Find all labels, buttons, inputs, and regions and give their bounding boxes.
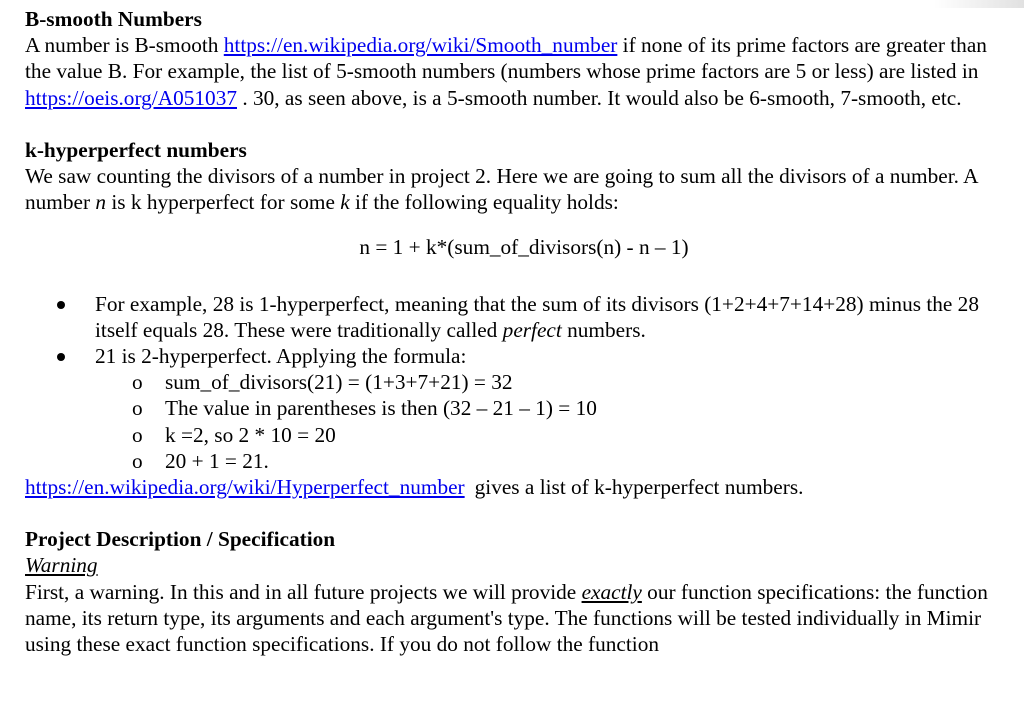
- document-page: [25, 6, 1005, 657]
- circle-bullet-icon: o: [132, 396, 143, 421]
- warning-paragraph: [25, 579, 1005, 658]
- text-run: gives a list of k-hyperperfect numbers.: [474, 475, 804, 500]
- text-run: For example, 28 is 1-hyperperfect, meaning that the sum of its divisors (1+2+4+7+14+28) minus the 28 itself equals 28. These were traditionally called: [95, 291, 979, 342]
- text-run: if the following equality holds:: [349, 190, 619, 215]
- text-run: We saw counting the divisors of a number in project 2. Here we are going to sum all the divisors of a number. A number: [25, 164, 978, 215]
- sub-item-text: 20 + 1 = 21.: [165, 448, 269, 473]
- sub-list-item: [95, 369, 1005, 395]
- bullet-item-28: [25, 291, 1005, 343]
- circle-bullet-icon: o: [132, 422, 143, 447]
- sub-item-text: The value in parentheses is then (32 – 21 – 1) = 10: [165, 396, 597, 421]
- sub-bullet-list: [95, 369, 1005, 474]
- sub-list-item: [95, 395, 1005, 421]
- emphasis-perfect: perfect: [502, 317, 562, 342]
- bullet-item-21: [25, 343, 1005, 474]
- text-run: A number is B-smooth: [25, 33, 224, 58]
- bullet-dot-icon: [57, 353, 65, 361]
- circle-bullet-icon: o: [132, 448, 143, 473]
- text-run: numbers.: [561, 317, 646, 342]
- text-run: if none of its prime factors are greater than the value B. For example, the list of 5-smooth numbers (numbers whose prime factors are 5 or less) are listed in: [25, 33, 987, 84]
- hyperperfect-list-line: [25, 474, 1005, 500]
- bullet-dot-icon: [57, 301, 65, 309]
- sub-list-item: [95, 422, 1005, 448]
- b-smooth-paragraph: [25, 32, 1005, 111]
- hyperperfect-paragraph: [25, 163, 1005, 215]
- text-run: is k hyperperfect for some: [106, 190, 341, 215]
- smooth-number-wiki-link[interactable]: https://en.wikipedia.org/wiki/Smooth_number: [223, 33, 618, 58]
- hyperperfect-formula: n = 1 + k*(sum_of_divisors(n) - n – 1): [359, 235, 689, 260]
- text-run: our function specifications: the function name, its return type, its arguments and each argument's type. The functions will be tested individually in Mimir using these exact function specifications. If you do not follow the function: [25, 579, 988, 657]
- text-run: . 30, as seen above, is a 5-smooth number. It would also be 6-smooth, 7-smooth, etc.: [237, 85, 962, 110]
- sub-item-text: k =2, so 2 * 10 = 20: [165, 422, 336, 447]
- text-run: First, a warning. In this and in all future projects we will provide: [25, 579, 582, 604]
- hyperperfect-wiki-link[interactable]: https://en.wikipedia.org/wiki/Hyperperfect_number: [25, 475, 465, 500]
- sub-item-text: sum_of_divisors(21) = (1+3+7+21) = 32: [165, 370, 513, 395]
- spacer: [25, 111, 1005, 137]
- example-bullet-list: [25, 291, 1005, 474]
- text-run: 21 is 2-hyperperfect. Applying the formula:: [95, 344, 467, 369]
- emphasis-exactly: exactly: [581, 579, 642, 604]
- spacer: [25, 500, 1005, 526]
- section-heading-hyperperfect: k-hyperperfect numbers: [25, 137, 247, 162]
- section-heading-project-description: Project Description / Specification: [25, 527, 336, 552]
- oeis-link[interactable]: https://oeis.org/A051037: [25, 85, 237, 110]
- variable-k: k: [340, 190, 350, 215]
- sub-list-item: [95, 448, 1005, 474]
- circle-bullet-icon: o: [132, 370, 143, 395]
- variable-n: n: [95, 190, 107, 215]
- warning-subheading: Warning: [25, 553, 98, 578]
- section-heading-b-smooth: B-smooth Numbers: [25, 7, 202, 31]
